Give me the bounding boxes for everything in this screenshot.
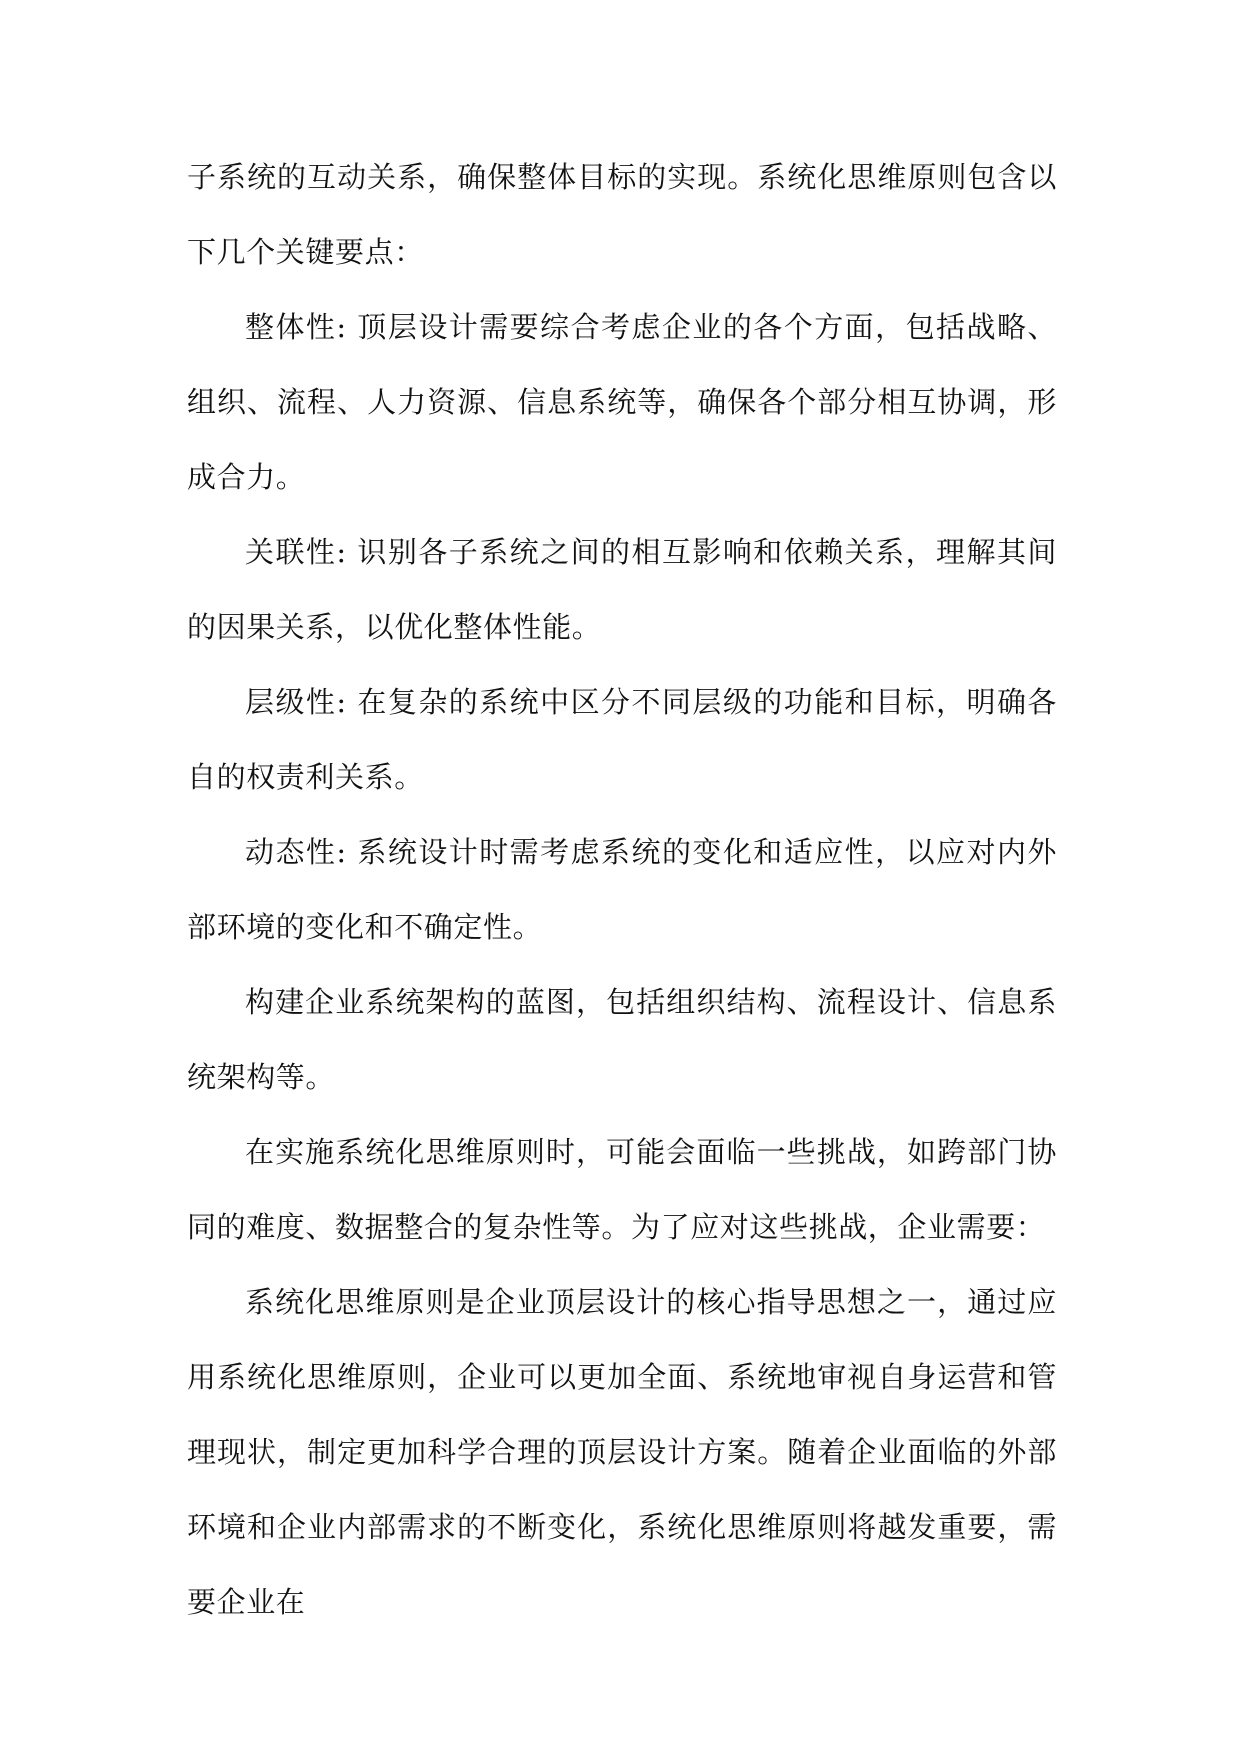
paragraph: 在实施系统化思维原则时，可能会面临一些挑战，如跨部门协同的难度、数据整合的复杂性等。为了应对这些挑战，企业需要： (187, 1135, 1057, 1244)
paragraph: 关联性: 识别各子系统之间的相互影响和依赖关系，理解其间的因果关系，以优化整体性能。 (187, 535, 1057, 644)
paragraph: 层级性: 在复杂的系统中区分不同层级的功能和目标，明确各自的权责利关系。 (187, 685, 1057, 794)
paragraph: 构建企业系统架构的蓝图，包括组织结构、流程设计、信息系统架构等。 (187, 985, 1057, 1094)
paragraph: 系统化思维原则是企业顶层设计的核心指导思想之一，通过应用系统化思维原则，企业可以更加全面、系统地审视自身运营和管理现状，制定更加科学合理的顶层设计方案。随着企业面临的外部环境和企业内部需求的不断变化，系统化思维原则将越发重要，需要企业在 (187, 1285, 1057, 1619)
body-text (187, 140, 1057, 1640)
paragraph: 子系统的互动关系，确保整体目标的实现。系统化思维原则包含以下几个关键要点： (187, 160, 1057, 269)
paragraph: 整体性: 顶层设计需要综合考虑企业的各个方面，包括战略、组织、流程、人力资源、信息系统等，确保各个部分相互协调，形成合力。 (187, 310, 1057, 494)
paragraph: 动态性: 系统设计时需考虑系统的变化和适应性，以应对内外部环境的变化和不确定性。 (187, 835, 1057, 944)
